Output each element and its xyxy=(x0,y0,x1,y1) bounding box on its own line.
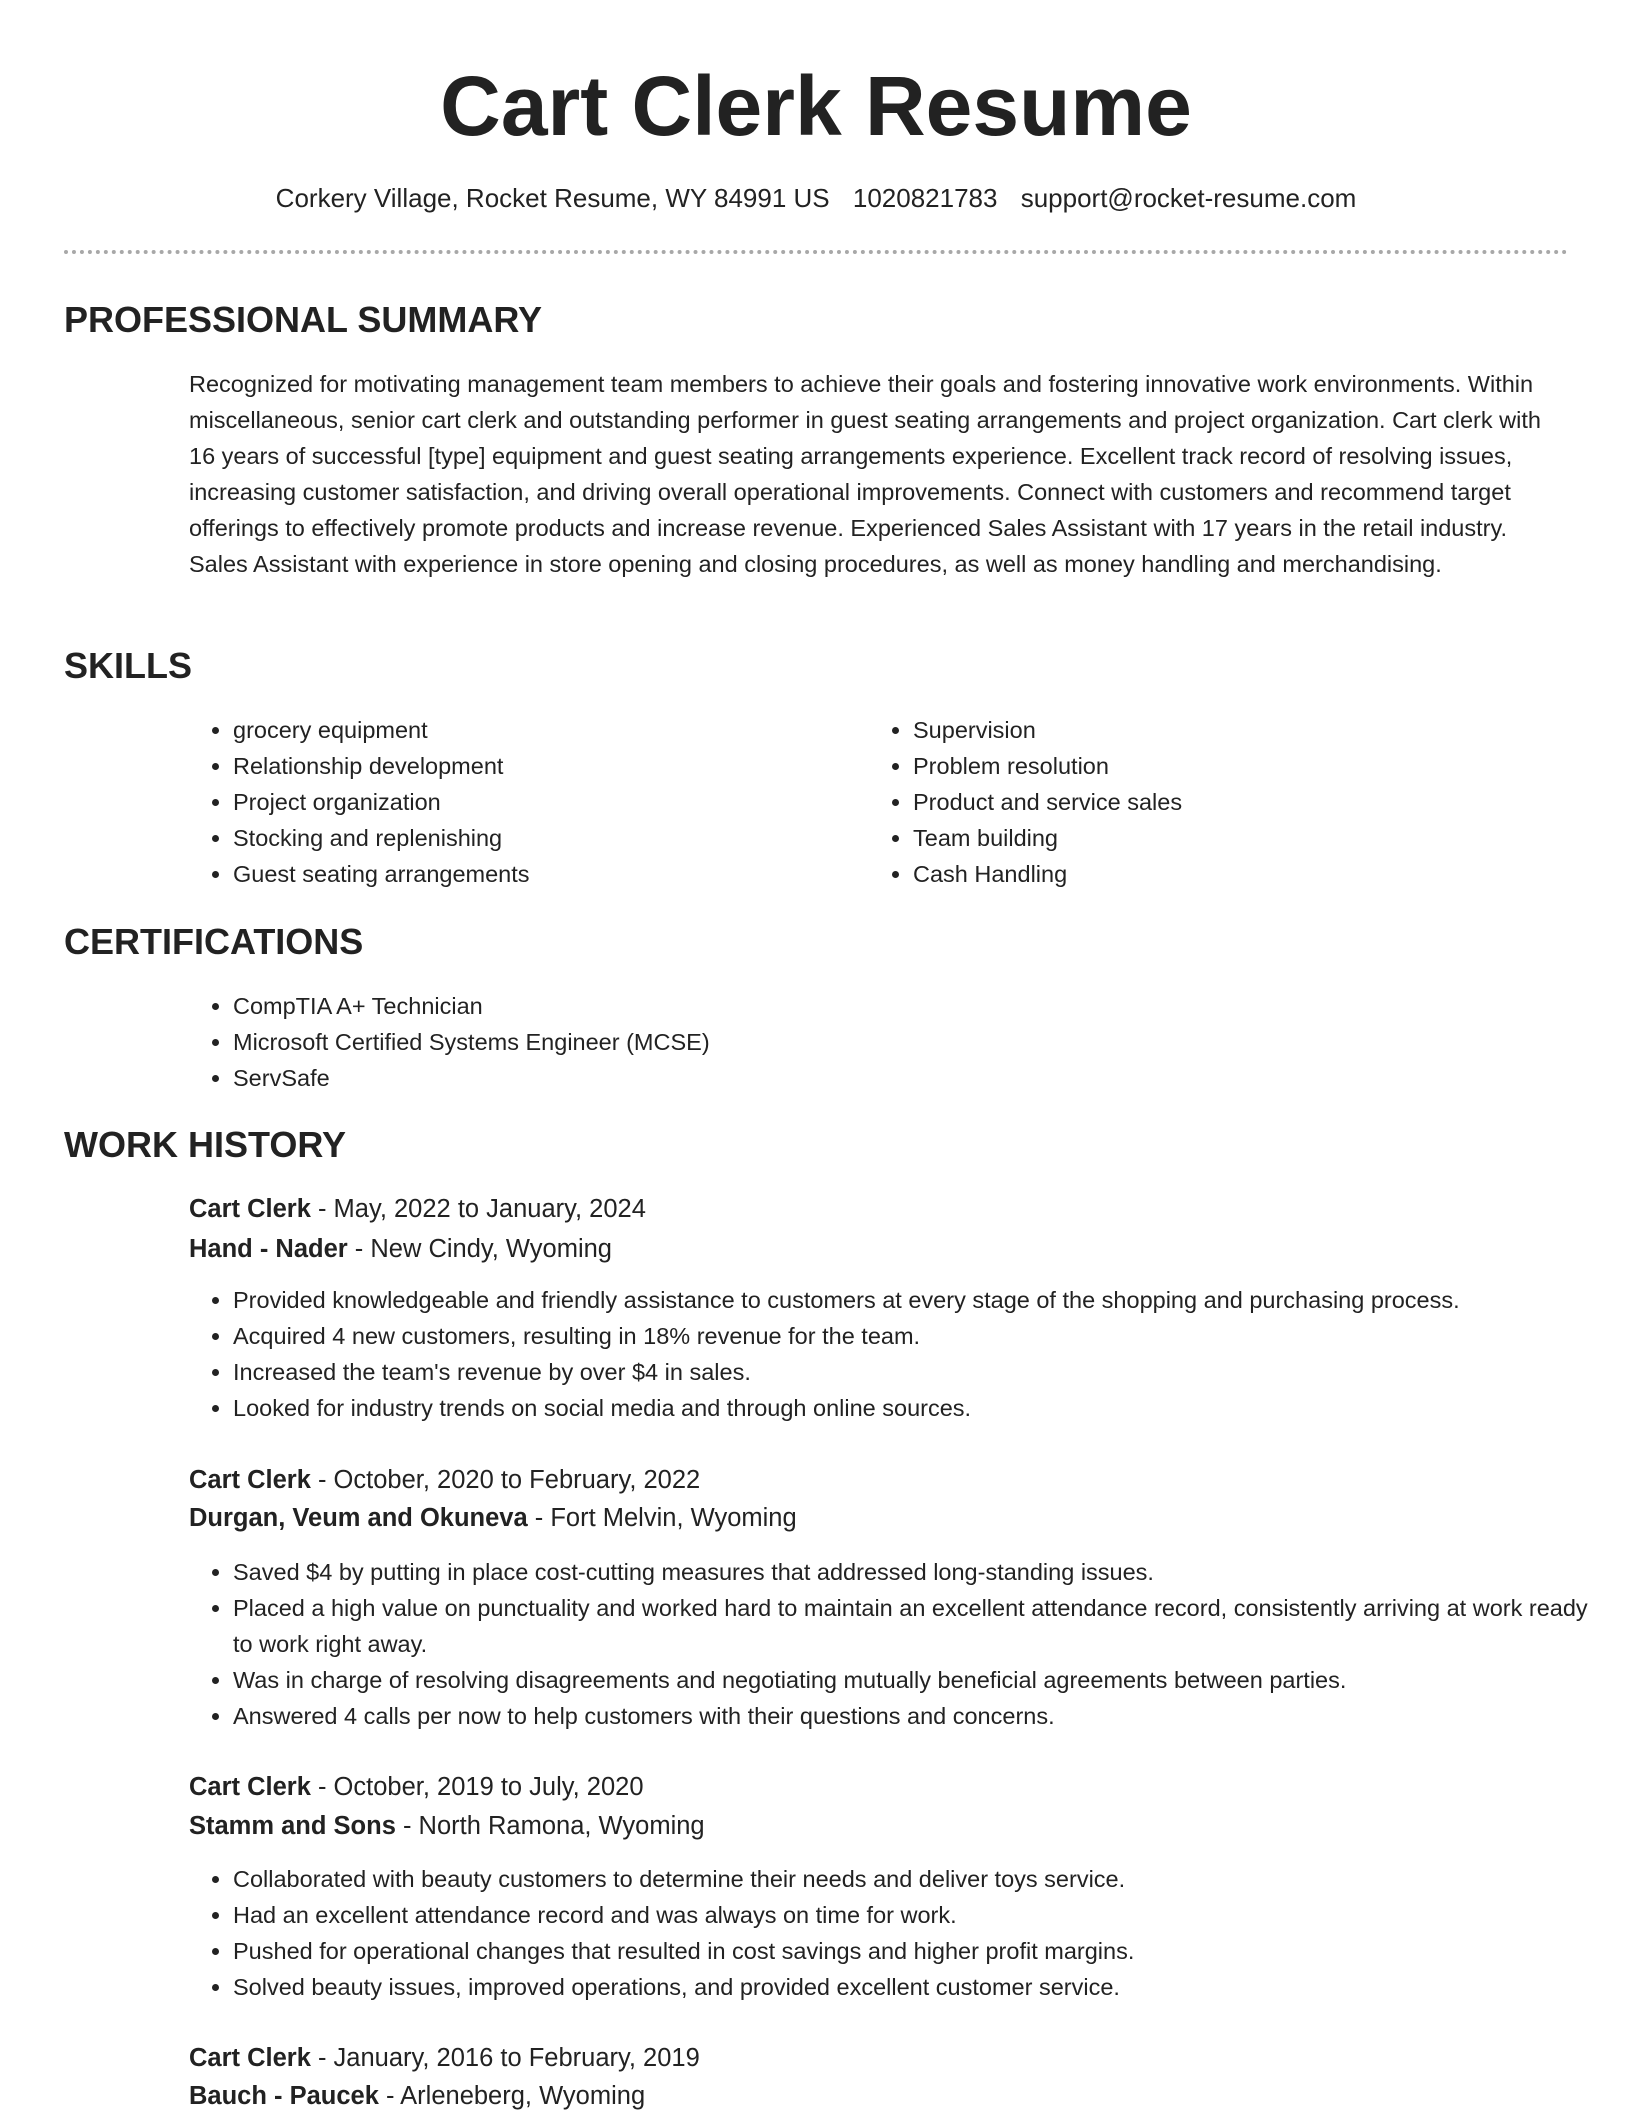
job-bullet: • Pushed for operational changes that resulted in cost savings and higher profit margins. xyxy=(233,1933,1613,1969)
job-location: - Fort Melvin, Wyoming xyxy=(527,1504,797,1532)
job-bullet: • Saved $4 by putting in place cost-cutting measures that addressed long-standing issues. xyxy=(233,1554,1613,1590)
summary-heading: PROFESSIONAL SUMMARY xyxy=(64,299,543,340)
job-bullet: • Answered 4 calls per now to help customers with their questions and concerns. xyxy=(233,1698,1613,1734)
job-company-line xyxy=(189,1499,797,1537)
job-company: Bauch - Paucek xyxy=(189,2082,379,2110)
skill-item: • grocery equipment xyxy=(233,712,853,748)
job-company: Durgan, Veum and Okuneva xyxy=(189,1504,528,1532)
certification-item: • ServSafe xyxy=(233,1060,1613,1096)
job-dates: - January, 2016 to February, 2019 xyxy=(310,2044,700,2072)
certification-item: • CompTIA A+ Technician xyxy=(233,988,1613,1024)
skill-item: • Guest seating arrangements xyxy=(233,856,853,892)
skills-list-left xyxy=(189,712,853,892)
skill-item: • Cash Handling xyxy=(913,856,1533,892)
job-dates: - May, 2022 to January, 2024 xyxy=(310,1195,646,1223)
job-title-line xyxy=(189,1461,700,1499)
contact-phone: 1020821783 xyxy=(852,183,998,213)
job-bullet: • Provided knowledgeable and friendly assistance to customers at every stage of the shopping and purchasing process. xyxy=(233,1282,1613,1318)
job-title-line xyxy=(189,1190,646,1228)
job-bullet: • Had an excellent attendance record and was always on time for work. xyxy=(233,1897,1613,1933)
contact-email: support@rocket-resume.com xyxy=(1020,183,1357,213)
job-location: - North Ramona, Wyoming xyxy=(395,1812,705,1840)
skills-heading: SKILLS xyxy=(64,645,193,686)
job-bullet: • Was in charge of resolving disagreements and negotiating mutually beneficial agreements between parties. xyxy=(233,1662,1613,1698)
job-bullet: • Looked for industry trends on social media and through online sources. xyxy=(233,1390,1613,1426)
job-bullets xyxy=(189,1554,1613,1734)
job-dates: - October, 2020 to February, 2022 xyxy=(310,1466,701,1494)
skill-item: • Relationship development xyxy=(233,748,853,784)
job-title: Cart Clerk xyxy=(189,1466,311,1494)
skill-item: • Problem resolution xyxy=(913,748,1533,784)
job-bullets xyxy=(189,1282,1613,1426)
job-location: - Arleneberg, Wyoming xyxy=(378,2082,646,2110)
job-title: Cart Clerk xyxy=(189,2044,311,2072)
skill-item: • Project organization xyxy=(233,784,853,820)
summary-text: Recognized for motivating management team members to achieve their goals and fostering innovative work environments. Within miscellaneous, senior cart clerk and outstanding performer in guest seating arrangements and project organization. Cart clerk with 16 years of successful [type] equipment and guest seating arrangements experience. Excellent track record of resolving issues, increasing customer satisfaction, and driving overall operational improvements. Connect with customers and recommend target offerings to effectively promote products and increase revenue. Experienced Sales Assistant with 17 years in the retail industry. Sales Assistant with experience in store opening and closing procedures, as well as money handling and merchandising. xyxy=(189,371,1541,577)
certifications-list xyxy=(189,988,1613,1096)
job-dates: - October, 2019 to July, 2020 xyxy=(310,1773,644,1801)
certification-item: • Microsoft Certified Systems Engineer (MCSE) xyxy=(233,1024,1613,1060)
job-title: Cart Clerk xyxy=(189,1773,311,1801)
job-title-line xyxy=(189,2039,700,2077)
skill-item: • Product and service sales xyxy=(913,784,1533,820)
job-bullet: • Increased the team's revenue by over $4 in sales. xyxy=(233,1354,1613,1390)
job-company-line xyxy=(189,1230,612,1268)
job-bullets xyxy=(189,1861,1613,2005)
job-location: - New Cindy, Wyoming xyxy=(347,1235,612,1263)
job-title-line xyxy=(189,1768,644,1806)
job-bullet: • Solved beauty issues, improved operations, and provided excellent customer service. xyxy=(233,1969,1613,2005)
skill-item: • Team building xyxy=(913,820,1533,856)
header-divider xyxy=(64,250,1568,254)
job-bullet: • Acquired 4 new customers, resulting in 18% revenue for the team. xyxy=(233,1318,1613,1354)
job-bullet: • Collaborated with beauty customers to determine their needs and deliver toys service. xyxy=(233,1861,1613,1897)
job-title: Cart Clerk xyxy=(189,1195,311,1223)
certifications-heading: CERTIFICATIONS xyxy=(64,921,364,962)
job-company-line xyxy=(189,2077,645,2112)
contact-line xyxy=(0,180,1632,216)
job-company: Hand - Nader xyxy=(189,1235,348,1263)
skills-list-right xyxy=(869,712,1533,892)
contact-address: Corkery Village, Rocket Resume, WY 84991 US xyxy=(275,183,830,213)
job-bullet: • Placed a high value on punctuality and worked hard to maintain an excellent attendance record, consistently arriving at work ready to work right away. xyxy=(233,1590,1613,1662)
work-history-heading: WORK HISTORY xyxy=(64,1124,347,1165)
resume-title: Cart Clerk Resume xyxy=(440,59,1192,153)
skill-item: • Stocking and replenishing xyxy=(233,820,853,856)
skill-item: • Supervision xyxy=(913,712,1533,748)
job-company: Stamm and Sons xyxy=(189,1812,396,1840)
job-company-line xyxy=(189,1807,705,1845)
